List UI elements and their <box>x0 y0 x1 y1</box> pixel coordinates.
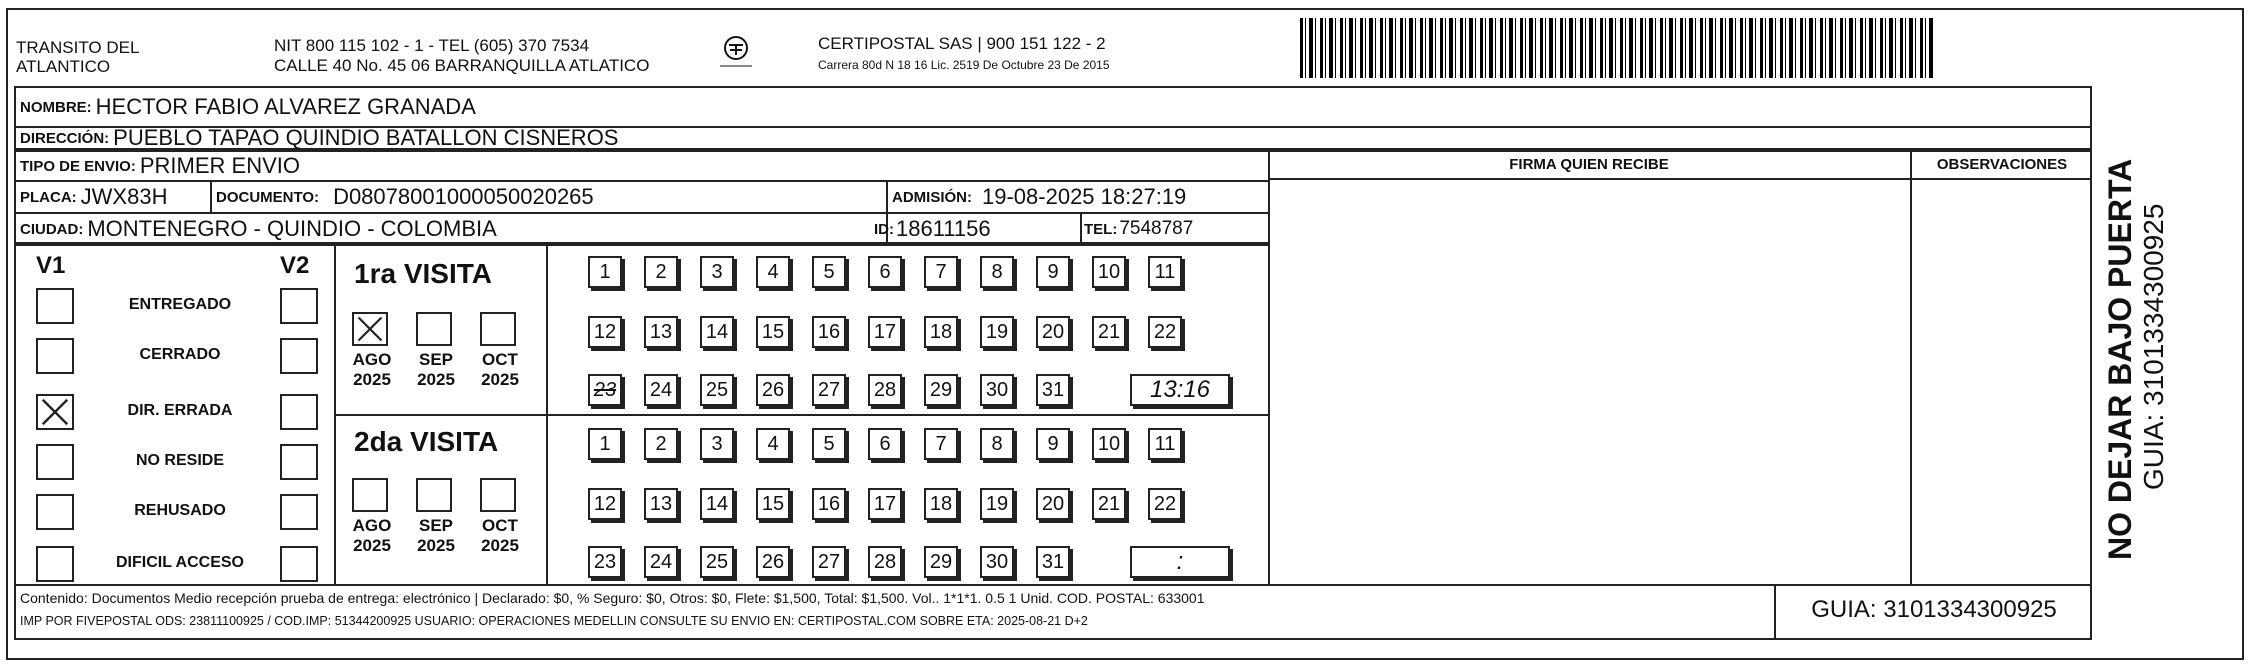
first-day-9[interactable]: 9 <box>1036 256 1070 288</box>
org-name: TRANSITO DEL ATLANTICO <box>16 38 139 76</box>
ciudad-field <box>20 214 497 244</box>
status-label: DIR. ERRADA <box>127 402 233 419</box>
footer-imp: IMP POR FIVEPOSTAL ODS: 23811100925 / COD.IMP: 51344200925 USUARIO: OPERACIONES MEDELLIN CONSULTE SU ENVIO EN: CERTIPOSTAL.COM SOBRE ETA: 2025-08-21 D+2 <box>20 614 1088 628</box>
first-day-10[interactable]: 10 <box>1092 256 1126 288</box>
v2-checkbox-dificil-acceso[interactable] <box>280 546 318 582</box>
id-value: 18611156 <box>896 216 991 241</box>
second-day-4[interactable]: 4 <box>756 428 790 460</box>
first-day-2[interactable]: 2 <box>644 256 678 288</box>
second-day-5[interactable]: 5 <box>812 428 846 460</box>
first-day-28[interactable]: 28 <box>868 374 902 406</box>
second-day-9[interactable]: 9 <box>1036 428 1070 460</box>
first-day-7[interactable]: 7 <box>924 256 958 288</box>
admision-value: 19-08-2025 18:27:19 <box>982 184 1187 209</box>
name-label: NOMBRE: <box>20 98 92 116</box>
month-label: AGO <box>352 516 392 535</box>
second-day-22[interactable]: 22 <box>1148 488 1182 520</box>
v2-label: V2 <box>280 252 310 279</box>
first-time-box[interactable]: 13:16 <box>1130 374 1230 406</box>
second-day-25[interactable]: 25 <box>700 546 734 578</box>
status-label: CERRADO <box>139 346 221 363</box>
second-day-27[interactable]: 27 <box>812 546 846 578</box>
year-label: 2025 <box>353 370 391 389</box>
footer-guia: GUIA: 3101334300925 <box>1811 596 2057 623</box>
second-day-17[interactable]: 17 <box>868 488 902 520</box>
v1-label: V1 <box>36 252 66 279</box>
admision-label: ADMISIÓN: <box>892 188 972 206</box>
first-day-4[interactable]: 4 <box>756 256 790 288</box>
second-day-7[interactable]: 7 <box>924 428 958 460</box>
second-day-26[interactable]: 26 <box>756 546 790 578</box>
second-day-23[interactable]: 23 <box>588 546 622 578</box>
second-day-28[interactable]: 28 <box>868 546 902 578</box>
first-day-30[interactable]: 30 <box>980 374 1014 406</box>
v2-checkbox-entregado[interactable] <box>280 288 318 324</box>
admision-field <box>892 182 1186 212</box>
year-label: 2025 <box>353 536 391 555</box>
id-field <box>874 214 991 244</box>
second-day-16[interactable]: 16 <box>812 488 846 520</box>
first-day-18[interactable]: 18 <box>924 316 958 348</box>
month-label: OCT <box>482 350 518 369</box>
address-value: PUEBLO TAPAO QUINDIO BATALLON CISNEROS <box>113 125 619 150</box>
v1-checkbox-rehusado[interactable] <box>36 494 74 530</box>
first-day-31[interactable]: 31 <box>1036 374 1070 406</box>
first-day-11[interactable]: 11 <box>1148 256 1182 288</box>
status-label: DIFICIL ACCESO <box>115 554 244 571</box>
ciudad-label: CIUDAD: <box>20 220 84 238</box>
year-label: 2025 <box>417 370 455 389</box>
second-month-checkbox-oct[interactable] <box>480 478 516 512</box>
second-day-2[interactable]: 2 <box>644 428 678 460</box>
barcode <box>1300 18 1934 78</box>
second-day-6[interactable]: 6 <box>868 428 902 460</box>
first-day-27[interactable]: 27 <box>812 374 846 406</box>
address-field <box>20 124 618 152</box>
month-label: OCT <box>482 516 518 535</box>
second-day-3[interactable]: 3 <box>700 428 734 460</box>
address-line: CALLE 40 No. 45 06 BARRANQUILLA ATLATICO <box>274 56 650 75</box>
placa-value: JWX83H <box>80 184 168 209</box>
second-day-13[interactable]: 13 <box>644 488 678 520</box>
v1-checkbox-dir-errada[interactable] <box>36 394 74 430</box>
v2-checkbox-rehusado[interactable] <box>280 494 318 530</box>
first-day-8[interactable]: 8 <box>980 256 1014 288</box>
second-day-30[interactable]: 30 <box>980 546 1014 578</box>
tel-field <box>1084 214 1193 244</box>
firma-label: FIRMA QUIEN RECIBE <box>1509 156 1669 173</box>
first-day-13[interactable]: 13 <box>644 316 678 348</box>
second-month-checkbox-sep[interactable] <box>416 478 452 512</box>
first-day-6[interactable]: 6 <box>868 256 902 288</box>
tel-label: TEL: <box>1084 220 1118 238</box>
id-label: ID: <box>874 220 894 238</box>
first-day-22[interactable]: 22 <box>1148 316 1182 348</box>
second-month-checkbox-ago[interactable] <box>352 478 388 512</box>
name-value: HECTOR FABIO ALVAREZ GRANADA <box>95 94 476 119</box>
first-month-checkbox-oct[interactable] <box>480 312 516 346</box>
first-month-checkbox-sep[interactable] <box>416 312 452 346</box>
month-label: AGO <box>352 350 392 369</box>
first-day-1[interactable]: 1 <box>588 256 622 288</box>
certipostal-logo <box>716 34 756 74</box>
first-day-17[interactable]: 17 <box>868 316 902 348</box>
second-day-20[interactable]: 20 <box>1036 488 1070 520</box>
month-label: SEP <box>418 516 454 535</box>
guia-vertical: GUIA: 3101334300925 <box>2138 203 2169 490</box>
second-day-21[interactable]: 21 <box>1092 488 1126 520</box>
second-day-15[interactable]: 15 <box>756 488 790 520</box>
signature-block <box>1268 150 2092 586</box>
first-day-26[interactable]: 26 <box>756 374 790 406</box>
status-label: ENTREGADO <box>128 296 232 313</box>
tel-value: 7548787 <box>1119 218 1194 239</box>
v1-checkbox-dificil-acceso[interactable] <box>36 546 74 582</box>
ciudad-value: MONTENEGRO - QUINDIO - COLOMBIA <box>87 216 497 241</box>
first-day-24[interactable]: 24 <box>644 374 678 406</box>
v2-checkbox-dir-errada[interactable] <box>280 394 318 430</box>
placa-field <box>20 182 167 212</box>
address-label: DIRECCIÓN: <box>20 129 110 147</box>
first-day-23[interactable]: 23 <box>588 374 622 406</box>
v1-checkbox-entregado[interactable] <box>36 288 74 324</box>
first-day-20[interactable]: 20 <box>1036 316 1070 348</box>
footer-contenido: Contenido: Documentos Medio recepción prueba de entrega: electrónico | Declarado: $0, % Seguro: $0, Otros: $0, Flete: $1,500, Total: $1,500. Vol.. 1*1*1. 0.5 1 Unid. COD. POSTAL: 633001 <box>20 590 1205 606</box>
second-day-18[interactable]: 18 <box>924 488 958 520</box>
documento-field <box>216 182 594 212</box>
observaciones-label: OBSERVACIONES <box>1936 156 2068 173</box>
name-field <box>20 90 476 124</box>
first-day-15[interactable]: 15 <box>756 316 790 348</box>
second-day-10[interactable]: 10 <box>1092 428 1126 460</box>
second-day-24[interactable]: 24 <box>644 546 678 578</box>
year-label: 2025 <box>417 536 455 555</box>
first-day-29[interactable]: 29 <box>924 374 958 406</box>
year-label: 2025 <box>481 370 519 389</box>
first-day-14[interactable]: 14 <box>700 316 734 348</box>
v2-checkbox-cerrado[interactable] <box>280 338 318 374</box>
documento-label: DOCUMENTO: <box>216 188 320 206</box>
first-day-5[interactable]: 5 <box>812 256 846 288</box>
first-day-3[interactable]: 3 <box>700 256 734 288</box>
placa-label: PLACA: <box>20 188 77 206</box>
tipo-value: PRIMER ENVIO <box>139 153 300 178</box>
month-label: SEP <box>418 350 454 369</box>
second-time-box[interactable]: : <box>1130 546 1230 578</box>
first-day-12[interactable]: 12 <box>588 316 622 348</box>
v2-checkbox-no-reside[interactable] <box>280 444 318 480</box>
v1-checkbox-no-reside[interactable] <box>36 444 74 480</box>
tipo-field <box>20 152 300 180</box>
second-day-14[interactable]: 14 <box>700 488 734 520</box>
second-day-19[interactable]: 19 <box>980 488 1014 520</box>
tipo-label: TIPO DE ENVIO: <box>20 157 136 175</box>
v1-checkbox-cerrado[interactable] <box>36 338 74 374</box>
first-day-25[interactable]: 25 <box>700 374 734 406</box>
second-day-8[interactable]: 8 <box>980 428 1014 460</box>
first-month-checkbox-ago[interactable] <box>352 312 388 346</box>
first-day-21[interactable]: 21 <box>1092 316 1126 348</box>
first-visit-title: 1ra VISITA <box>354 258 492 289</box>
first-day-16[interactable]: 16 <box>812 316 846 348</box>
courier-name: CERTIPOSTAL SAS | 900 151 122 - 2 <box>818 34 1106 53</box>
courier-license: Carrera 80d N 18 16 Lic. 2519 De Octubre 23 De 2015 <box>818 58 1110 72</box>
second-visit-title: 2da VISITA <box>354 426 499 457</box>
year-label: 2025 <box>481 536 519 555</box>
no-dejar-vertical: NO DEJAR BAJO PUERTA <box>2102 158 2138 560</box>
second-day-29[interactable]: 29 <box>924 546 958 578</box>
first-day-19[interactable]: 19 <box>980 316 1014 348</box>
second-day-11[interactable]: 11 <box>1148 428 1182 460</box>
nit-line: NIT 800 115 102 - 1 - TEL (605) 370 7534 <box>274 36 590 55</box>
second-day-1[interactable]: 1 <box>588 428 622 460</box>
second-day-31[interactable]: 31 <box>1036 546 1070 578</box>
documento-value: D08078001000050020265 <box>333 184 594 209</box>
second-day-12[interactable]: 12 <box>588 488 622 520</box>
status-label: NO RESIDE <box>135 452 224 469</box>
status-label: REHUSADO <box>134 502 226 519</box>
